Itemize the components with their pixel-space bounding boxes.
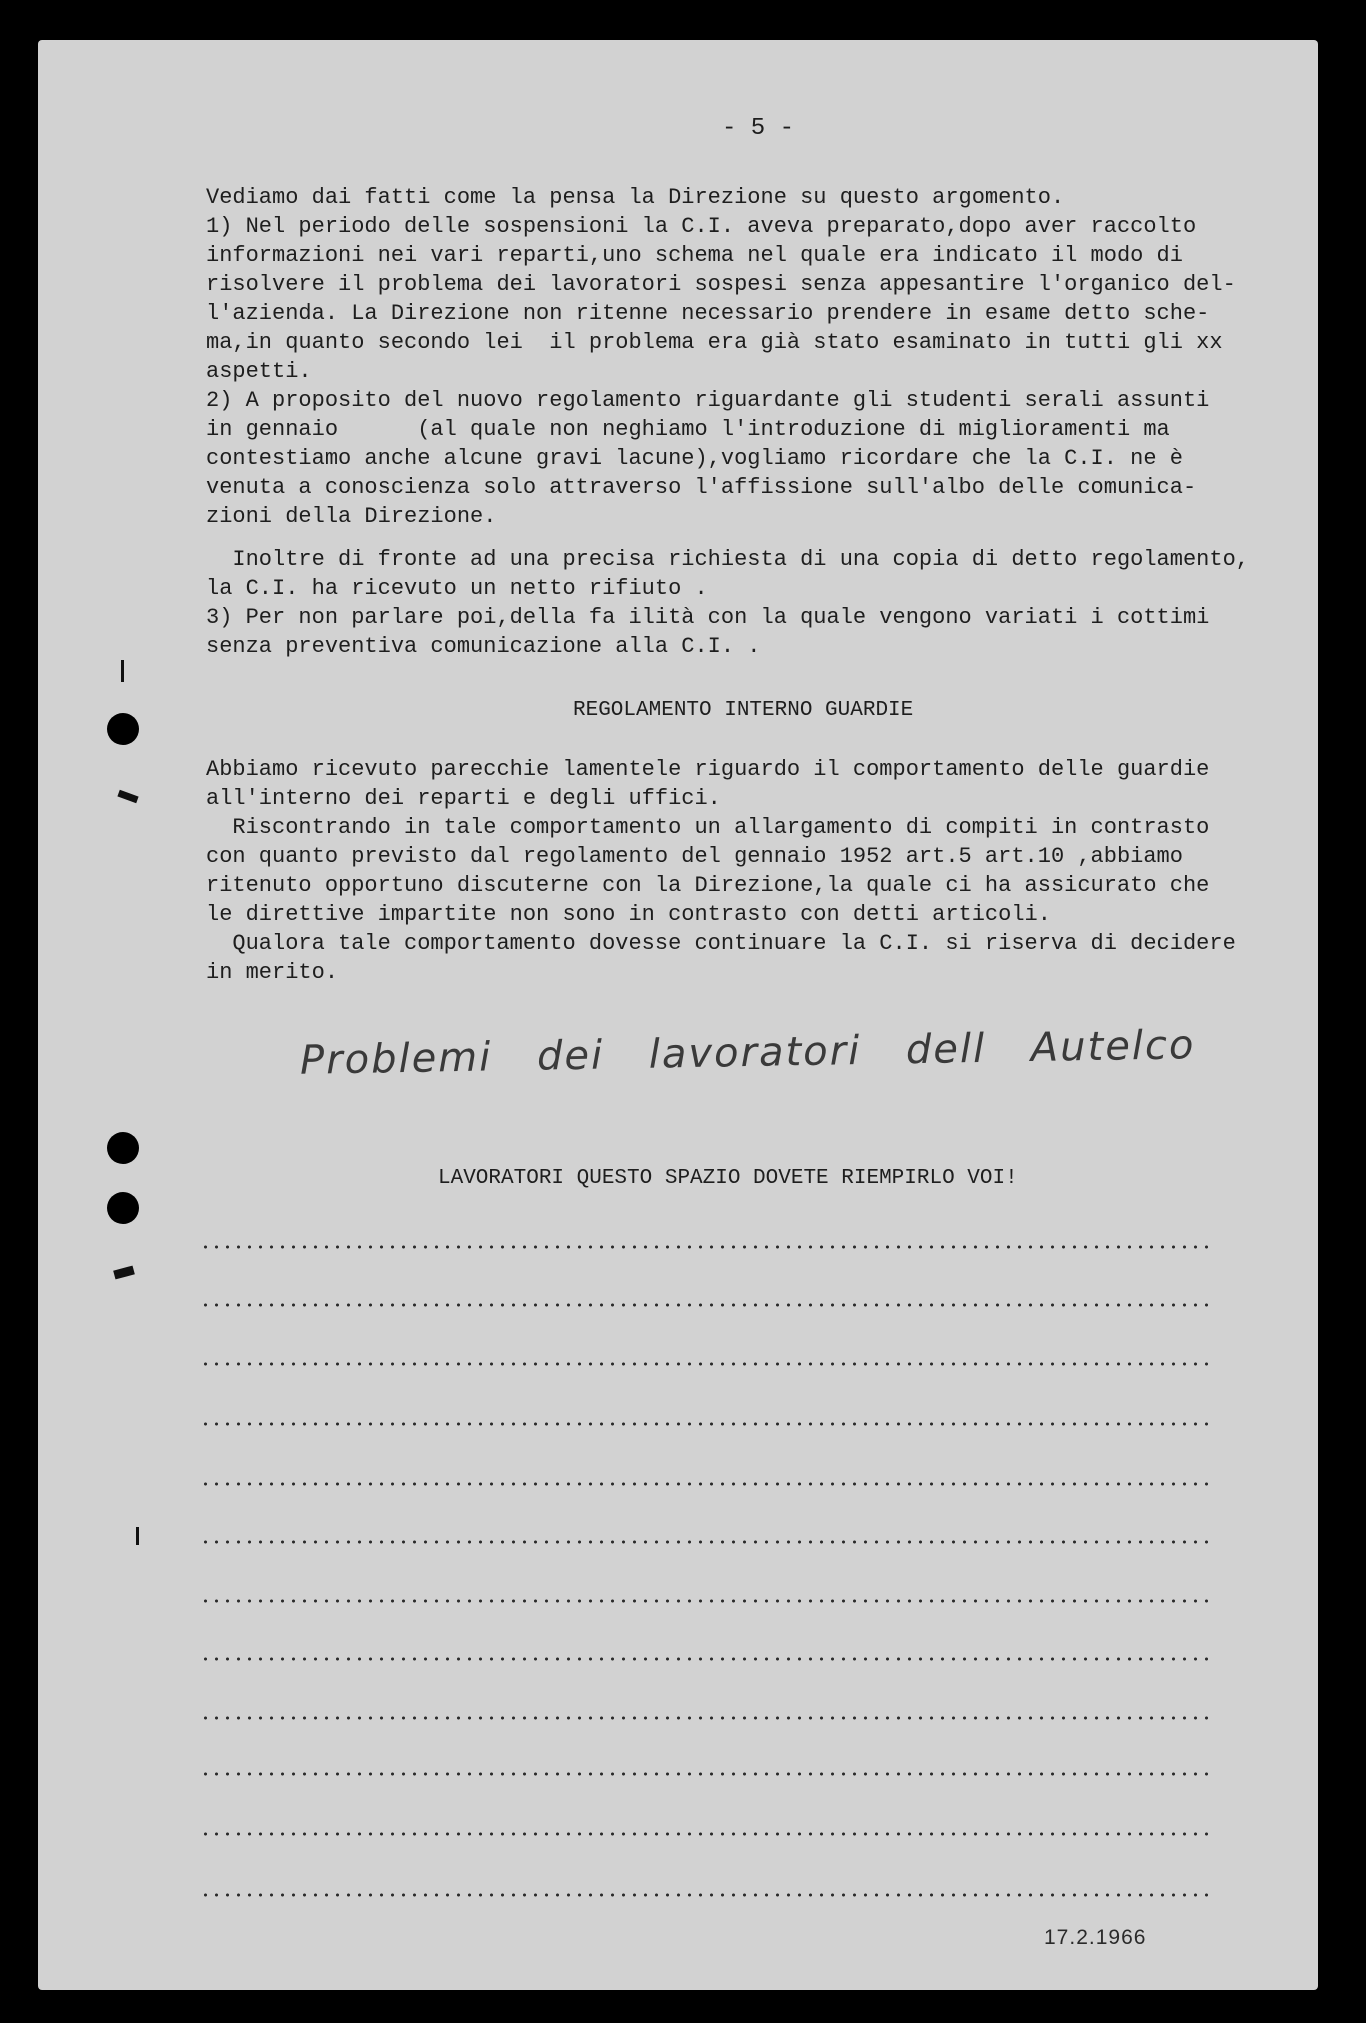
punch-hole bbox=[107, 713, 139, 745]
date-stamp: 17.2.1966 bbox=[1044, 1926, 1147, 1949]
text-line: la C.I. ha ricevuto un netto rifiuto . bbox=[206, 576, 708, 601]
dotted-line bbox=[200, 1772, 1210, 1776]
dotted-line bbox=[200, 1540, 1210, 1544]
text-line: ritenuto opportuno discuterne con la Direzione,la quale ci ha assicurato che bbox=[206, 873, 1210, 898]
dotted-line bbox=[200, 1303, 1210, 1307]
text-line: Inoltre di fronte ad una precisa richiesta di una copia di detto regolamento, bbox=[206, 547, 1249, 572]
text-line: in gennaio (al quale non neghiamo l'introduzione di miglioramenti ma bbox=[206, 417, 1170, 442]
text-line: 1) Nel periodo delle sospensioni la C.I. aveva preparato,dopo aver raccolto bbox=[206, 214, 1197, 239]
text-line: risolvere il problema dei lavoratori sospesi senza appesantire l'organico del- bbox=[206, 272, 1236, 297]
text-line: zioni della Direzione. bbox=[206, 504, 497, 529]
text-line: aspetti. bbox=[206, 359, 312, 384]
punch-hole bbox=[107, 1192, 139, 1224]
dotted-line bbox=[200, 1422, 1210, 1426]
dotted-line bbox=[200, 1716, 1210, 1720]
dotted-line bbox=[200, 1599, 1210, 1603]
text-line: Abbiamo ricevuto parecchie lamentele riguardo il comportamento delle guardie bbox=[206, 757, 1210, 782]
dotted-line bbox=[200, 1362, 1210, 1366]
dotted-line bbox=[200, 1832, 1210, 1836]
handwritten-note: Problemi dei lavoratori dell Autelco bbox=[299, 1022, 1196, 1084]
text-line: informazioni nei vari reparti,uno schema nel quale era indicato il modo di bbox=[206, 243, 1183, 268]
text-line: contestiamo anche alcune gravi lacune),vogliamo ricordare che la C.I. ne è bbox=[206, 446, 1183, 471]
text-line: all'interno dei reparti e degli uffici. bbox=[206, 786, 721, 811]
text-line: Qualora tale comportamento dovesse continuare la C.I. si riserva di decidere bbox=[206, 931, 1236, 956]
dotted-line bbox=[200, 1482, 1210, 1486]
section-heading: REGOLAMENTO INTERNO GUARDIE bbox=[573, 699, 914, 722]
page-number: - 5 - bbox=[722, 115, 795, 142]
text-line: con quanto previsto dal regolamento del gennaio 1952 art.5 art.10 ,abbiamo bbox=[206, 844, 1183, 869]
text-line: in merito. bbox=[206, 960, 339, 985]
text-line: senza preventiva comunicazione alla C.I. . bbox=[206, 634, 761, 659]
text-line: venuta a conoscienza solo attraverso l'affissione sull'albo delle comunica- bbox=[206, 475, 1197, 500]
text-line: l'azienda. La Direzione non ritenne necessario prendere in esame detto sche- bbox=[206, 301, 1210, 326]
text-line: Riscontrando in tale comportamento un allargamento di compiti in contrasto bbox=[206, 815, 1210, 840]
binding-mark bbox=[121, 660, 124, 682]
text-line: Vediamo dai fatti come la pensa la Direzione su questo argomento. bbox=[206, 185, 1065, 210]
text-line: ma,in quanto secondo lei il problema era già stato esaminato in tutti gli xx bbox=[206, 330, 1223, 355]
text-line: le direttive impartite non sono in contrasto con detti articoli. bbox=[206, 902, 1051, 927]
text-line: 2) A proposito del nuovo regolamento riguardante gli studenti serali assunti bbox=[206, 388, 1210, 413]
dotted-line bbox=[200, 1893, 1210, 1897]
punch-hole bbox=[107, 1132, 139, 1164]
dotted-line bbox=[200, 1657, 1210, 1661]
fill-in-heading: LAVORATORI QUESTO SPAZIO DOVETE RIEMPIRLO VOI! bbox=[438, 1167, 1018, 1190]
binding-mark bbox=[136, 1527, 139, 1545]
text-line: 3) Per non parlare poi,della fa ilità con la quale vengono variati i cottimi bbox=[206, 605, 1210, 630]
dotted-line bbox=[200, 1245, 1210, 1249]
